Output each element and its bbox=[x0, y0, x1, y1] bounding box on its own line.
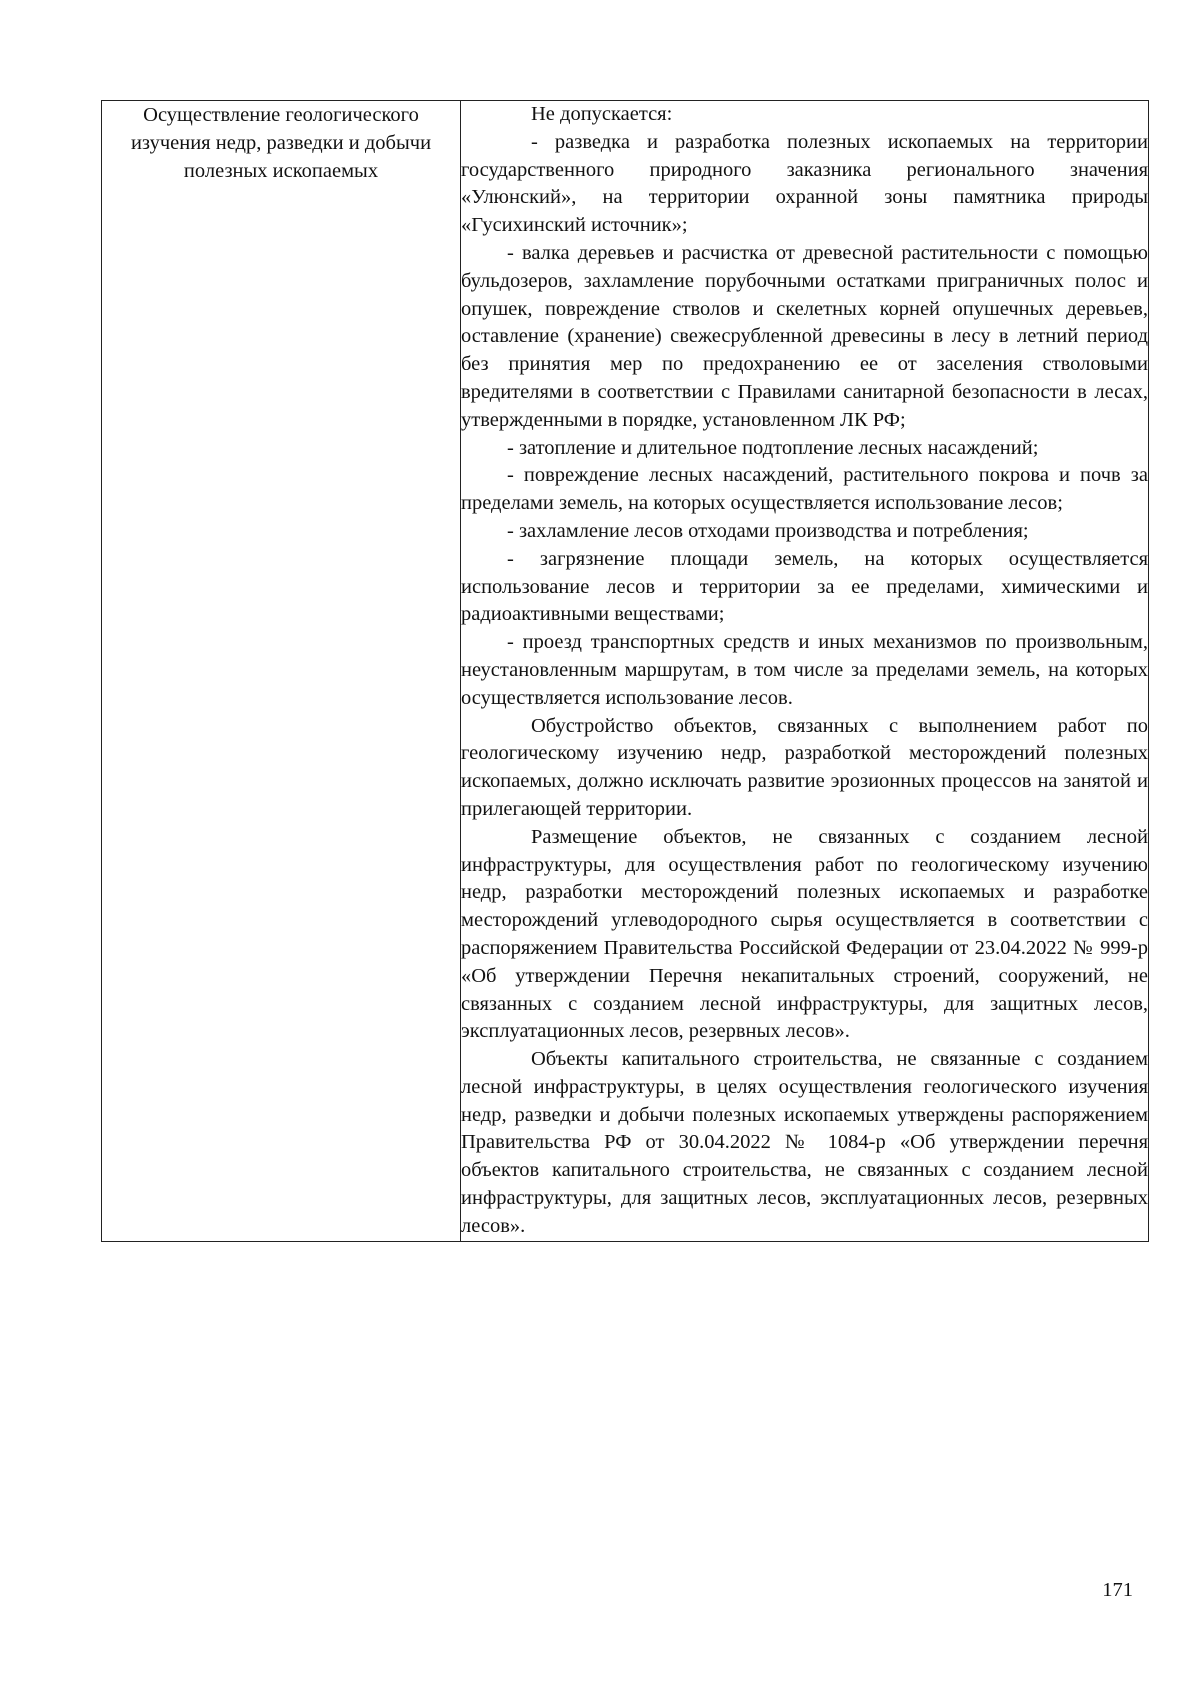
activity-type: Осуществление геологического изучения недр, разведки и добычи полезных ископаемых bbox=[130, 104, 432, 182]
table-row bbox=[102, 101, 1149, 1242]
prohibition-item: - валка деревьев и расчистка от древесной растительности с помощью бульдозеров, захламление порубочными остатками приграничных полос и опушек, повреждение стволов и скелетных корней опушечных деревьев, оставление (хранение) свежесрубленной древесины в лесу в летний период без принятия мер по предохранению ее от заселения стволовыми вредителями в соответствии с Правилами санитарной безопасности в лесах, утвержденными в порядке, установленном ЛК РФ; bbox=[461, 241, 1148, 431]
regulation-table bbox=[101, 100, 1149, 1242]
page-number: 171 bbox=[1102, 1579, 1133, 1601]
prohibition-item: - захламление лесов отходами производства и потребления; bbox=[507, 519, 1029, 542]
prohibition-item: - повреждение лесных насаждений, растительного покрова и почв за пределами земель, на которых осуществляется использование лесов; bbox=[461, 464, 1148, 515]
requirement-paragraph: Размещение объектов, не связанных с созданием лесной инфраструктуры, для осуществления работ по геологическому изучению недр, разработки месторождений полезных ископаемых и разработке месторождений углеводородного сырья осуществляется в соответствии с распоряжением Правительства Российской Федерации от 23.04.2022 № 999-р «Об утверждении Перечня некапитальных строений, сооружений, не связанных с созданием лесной инфраструктуры, для защитных лесов, эксплуатационных лесов, резервных лесов». bbox=[461, 825, 1148, 1043]
prohibition-item: - затопление и длительное подтопление лесных насаждений; bbox=[507, 436, 1039, 459]
prohibition-item: - проезд транспортных средств и иных механизмов по произвольным, неустановленным маршрутам, в том числе за пределами земель, на которых осуществляется использование лесов. bbox=[461, 631, 1148, 709]
requirements-cell bbox=[461, 101, 1149, 1242]
activity-cell bbox=[102, 101, 461, 1242]
requirements-intro: Не допускается: bbox=[531, 103, 673, 125]
requirement-paragraph: Обустройство объектов, связанных с выполнением работ по геологическому изучению недр, разработкой месторождений полезных ископаемых, должно исключать развитие эрозионных процессов на занятой и прилегающей территории. bbox=[461, 714, 1148, 820]
prohibition-item: - разведка и разработка полезных ископаемых на территории государственного природного заказника регионального значения «Улюнский», на территории охранной зоны памятника природы «Гусихинский источник»; bbox=[461, 130, 1148, 237]
requirement-paragraph: Объекты капитального строительства, не связанные с созданием лесной инфраструктуры, в целях осуществления геологического изучения недр, разведки и добычи полезных ископаемых утверждены распоряжением Правительства РФ от 30.04.2022 № 1084-р «Об утверждении перечня объектов капитального строительства, не связанных с созданием лесной инфраструктуры, для защитных лесов, эксплуатационных лесов, резервных лесов». bbox=[461, 1048, 1148, 1237]
prohibition-item: - загрязнение площади земель, на которых осуществляется использование лесов и территории за ее пределами, химическими и радиоактивными веществами; bbox=[461, 547, 1148, 626]
